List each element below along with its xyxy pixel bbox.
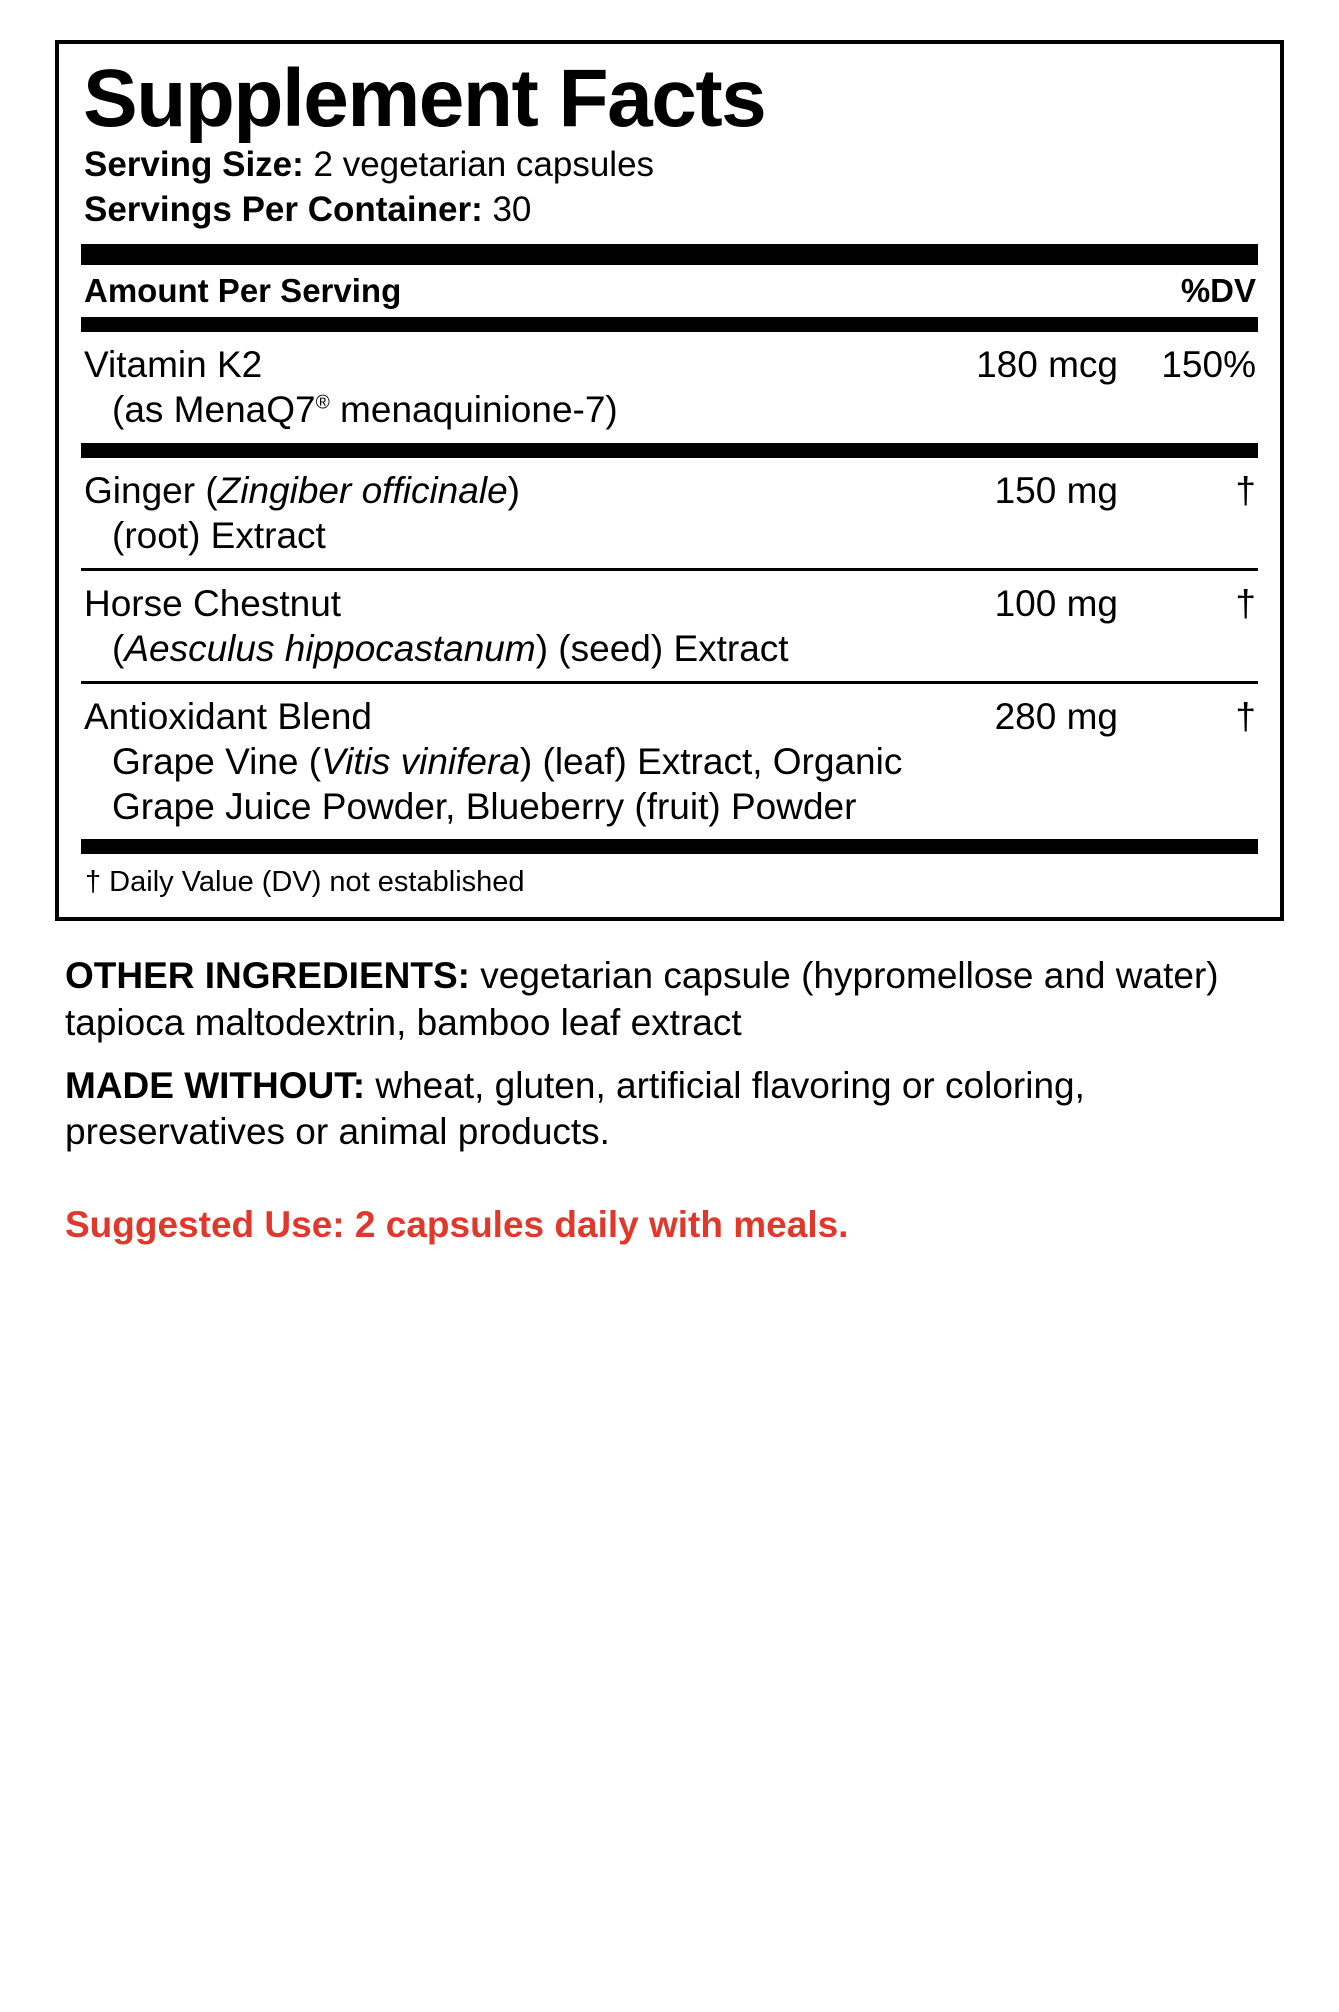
other-ingredients-label: OTHER INGREDIENTS: (65, 955, 470, 997)
nutrient-amount: 150 mg (994, 469, 1118, 511)
divider-under-header (81, 317, 1258, 332)
serving-size-value: 2 vegetarian capsules (313, 144, 655, 184)
table-row (81, 684, 1258, 839)
daily-value-header: %DV (1180, 272, 1256, 310)
amount-per-serving-header: Amount Per Serving (84, 272, 402, 310)
latin-name: Vitis vinifera (321, 741, 520, 783)
servings-per-container-line (84, 188, 1258, 233)
nutrient-amount: 100 mg (994, 582, 1118, 624)
nutrient-name: Ginger (Zingiber officinale) (84, 469, 520, 511)
nutrient-name: Antioxidant Blend (84, 696, 372, 738)
nutrient-dv: † (1235, 582, 1256, 624)
table-row (81, 571, 1258, 681)
nutrient-amount: 280 mg (994, 696, 1118, 738)
divider-bottom (81, 839, 1258, 854)
nutrient-dv: 150% (1161, 344, 1256, 386)
serving-size-line (84, 143, 1258, 188)
table-row (81, 458, 1258, 568)
daily-value-footnote: † Daily Value (DV) not established (85, 866, 525, 899)
latin-name: Zingiber officinale (217, 469, 508, 511)
latin-name: Aesculus hippocastanum (124, 627, 536, 669)
other-ingredients (65, 953, 1276, 1046)
additional-info (55, 921, 1284, 1248)
nutrient-source: (as MenaQ7® menaquinione-7) (112, 389, 618, 431)
registered-trademark-icon: ® (315, 393, 330, 415)
servings-per-container-value: 30 (492, 189, 532, 229)
made-without-label: MADE WITHOUT: (65, 1064, 366, 1106)
made-without (65, 1063, 1276, 1156)
nutrient-name: Horse Chestnut (84, 582, 342, 624)
supplement-facts-panel (55, 40, 1284, 921)
serving-size-label: Serving Size: (84, 144, 304, 184)
blend-ingredients-line-2: Grape Juice Powder, Blueberry (fruit) Powder (112, 786, 857, 828)
servings-per-container-label: Servings Per Container: (84, 189, 483, 229)
made-without-text: wheat, gluten, artificial flavoring or coloring, preservatives or animal products. (65, 1064, 1085, 1153)
nutrient-source: (Aesculus hippocastanum) (seed) Extract (112, 627, 789, 669)
nutrient-name: Vitamin K2 (84, 344, 263, 386)
table-header-row (81, 265, 1258, 317)
divider-under-vitamin (81, 443, 1258, 458)
nutrient-amount: 180 mcg (976, 344, 1118, 386)
table-row (81, 332, 1258, 442)
divider-thick-top (81, 244, 1258, 265)
nutrient-dv: † (1235, 696, 1256, 738)
other-ingredients-text: vegetarian capsule (hypromellose and water) tapioca maltodextrin, bamboo leaf extract (65, 955, 1219, 1044)
nutrient-source: (root) Extract (112, 514, 326, 556)
blend-ingredients-line-1: Grape Vine (Vitis vinifera) (leaf) Extract, Organic (112, 741, 903, 783)
page-title: Supplement Facts (83, 53, 766, 144)
nutrient-dv: † (1235, 469, 1256, 511)
suggested-use: Suggested Use: 2 capsules daily with meals. (65, 1203, 849, 1245)
